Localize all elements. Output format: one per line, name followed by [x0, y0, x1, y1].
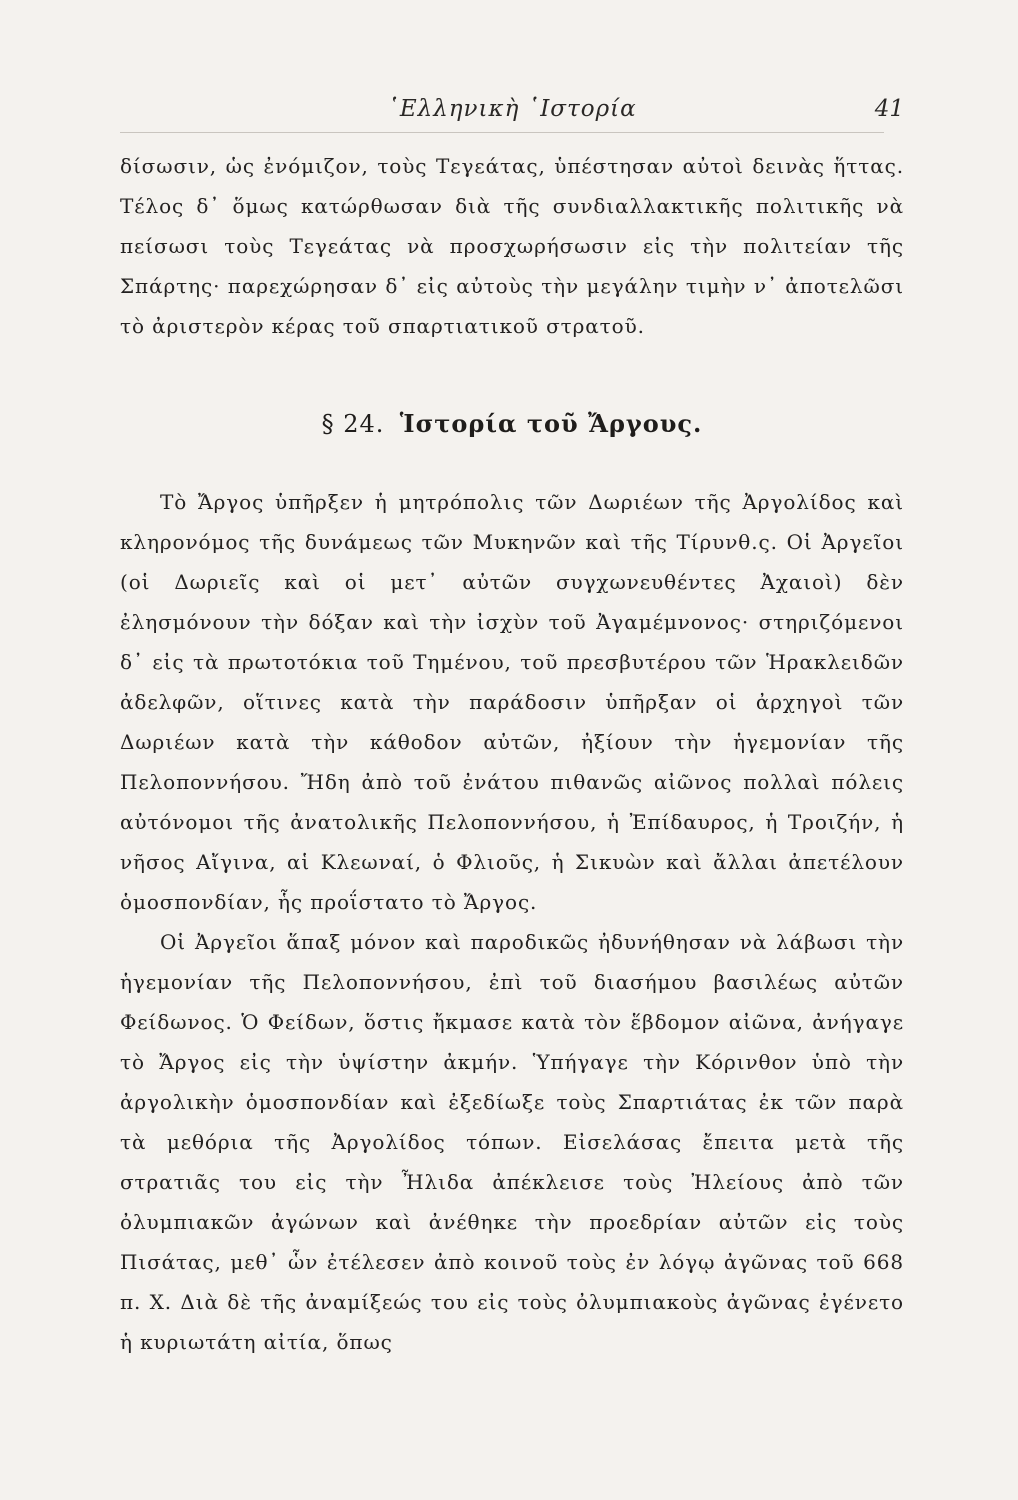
book-page	[120, 96, 904, 1476]
section-heading	[120, 406, 904, 442]
paragraph-pheidon: Οἱ Ἀργεῖοι ἅπαξ μόνον καὶ παροδικῶς ἠδυνήθησαν νὰ λάβωσι τὴν ἡγεμονίαν τῆς Πελοποννήσου, ἐπὶ τοῦ διασήμου βασιλέως αὐτῶν Φείδωνος. Ὁ Φείδων, ὅστις ἤκμασε κατὰ τὸν ἕβδομον αἰῶνα, ἀνήγαγε τὸ Ἄργος εἰς τὴν ὑψίστην ἀκμήν. Ὑπήγαγε τὴν Κόρινθον ὑπὸ τὴν ἀργολικὴν ὁμοσπονδίαν καὶ ἐξεδίωξε τοὺς Σπαρτιάτας ἐκ τῶν παρὰ τὰ μεθόρια τῆς Ἀργολίδος τόπων. Εἰσελάσας ἔπειτα μετὰ τῆς στρατιᾶς του εἰς τὴν Ἦλιδα ἀπέκλεισε τοὺς Ἠλείους ἀπὸ τῶν ὀλυμπιακῶν ἀγώνων καὶ ἀνέθηκε τὴν προεδρίαν αὐτῶν εἰς τοὺς Πισάτας, μεθ᾽ ὧν ἐτέλεσεν ἀπὸ κοινοῦ τοὺς ἐν λόγῳ ἀγῶνας τοῦ 668 π. Χ. Διὰ δὲ τῆς ἀναμίξεώς του εἰς τοὺς ὀλυμπιακοὺς ἀγῶνας ἐγένετο ἡ κυριωτάτη αἰτία, ὅπως	[120, 930, 904, 1354]
running-title: ῾Ελληνικὴ ῾Ιστορία	[387, 96, 637, 122]
section-number: § 24.	[321, 410, 385, 438]
page-number: 41	[874, 96, 904, 122]
section-title: Ἱστορία τοῦ Ἄργους.	[399, 409, 703, 438]
intro-paragraph: δίσωσιν, ὡς ἐνόμιζον, τοὺς Τεγεάτας, ὑπέστησαν αὐτοὶ δεινὰς ἥττας. Τέλος δ᾽ ὅμως κατώρθωσαν διὰ τῆς συνδιαλλακτικῆς πολιτικῆς νὰ πείσωσι τοὺς Τεγεάτας νὰ προσχωρήσωσιν εἰς τὴν πολιτείαν τῆς Σπάρτης· παρεχώρησαν δ᾽ εἰς αὐτοὺς τὴν μεγάλην τιμὴν ν᾽ ἀποτελῶσι τὸ ἀριστερὸν κέρας τοῦ σπαρτιατικοῦ στρατοῦ.	[120, 154, 904, 338]
paragraph-argos-metropolis: Τὸ Ἄργος ὑπῆρξεν ἡ μητρόπολις τῶν Δωριέων τῆς Ἀργολίδος καὶ κληρονόμος τῆς δυνάμεως τῶν Μυκηνῶν καὶ τῆς Τίρυνθ.ς. Οἱ Ἀργεῖοι (οἱ Δωριεῖς καὶ οἱ μετ᾽ αὐτῶν συγχωνευθέντες Ἀχαιοὶ) δὲν ἐλησμόνουν τὴν δόξαν καὶ τὴν ἰσχὺν τοῦ Ἀγαμέμνονος· στηριζόμενοι δ᾽ εἰς τὰ πρωτοτόκια τοῦ Τημένου, τοῦ πρεσβυτέρου τῶν Ἡρακλειδῶν ἀδελφῶν, οἵτινες κατὰ τὴν παράδοσιν ὑπῆρξαν οἱ ἀρχηγοὶ τῶν Δωριέων κατὰ τὴν κάθοδον αὐτῶν, ἠξίουν τὴν ἡγεμονίαν τῆς Πελοποννήσου. Ἤδη ἀπὸ τοῦ ἐνάτου πιθανῶς αἰῶνος πολλαὶ πόλεις αὐτόνομοι τῆς ἀνατολικῆς Πελοποννήσου, ἡ Ἐπίδαυρος, ἡ Τροιζήν, ἡ νῆσος Αἴγινα, αἱ Κλεωναί, ὁ Φλιοῦς, ἡ Σικυὼν καὶ ἄλλαι ἀπετέλουν ὁμοσπονδίαν, ἧς προΐστατο τὸ Ἄργος.	[120, 490, 904, 914]
header-rule	[120, 132, 884, 133]
running-header	[120, 96, 904, 136]
